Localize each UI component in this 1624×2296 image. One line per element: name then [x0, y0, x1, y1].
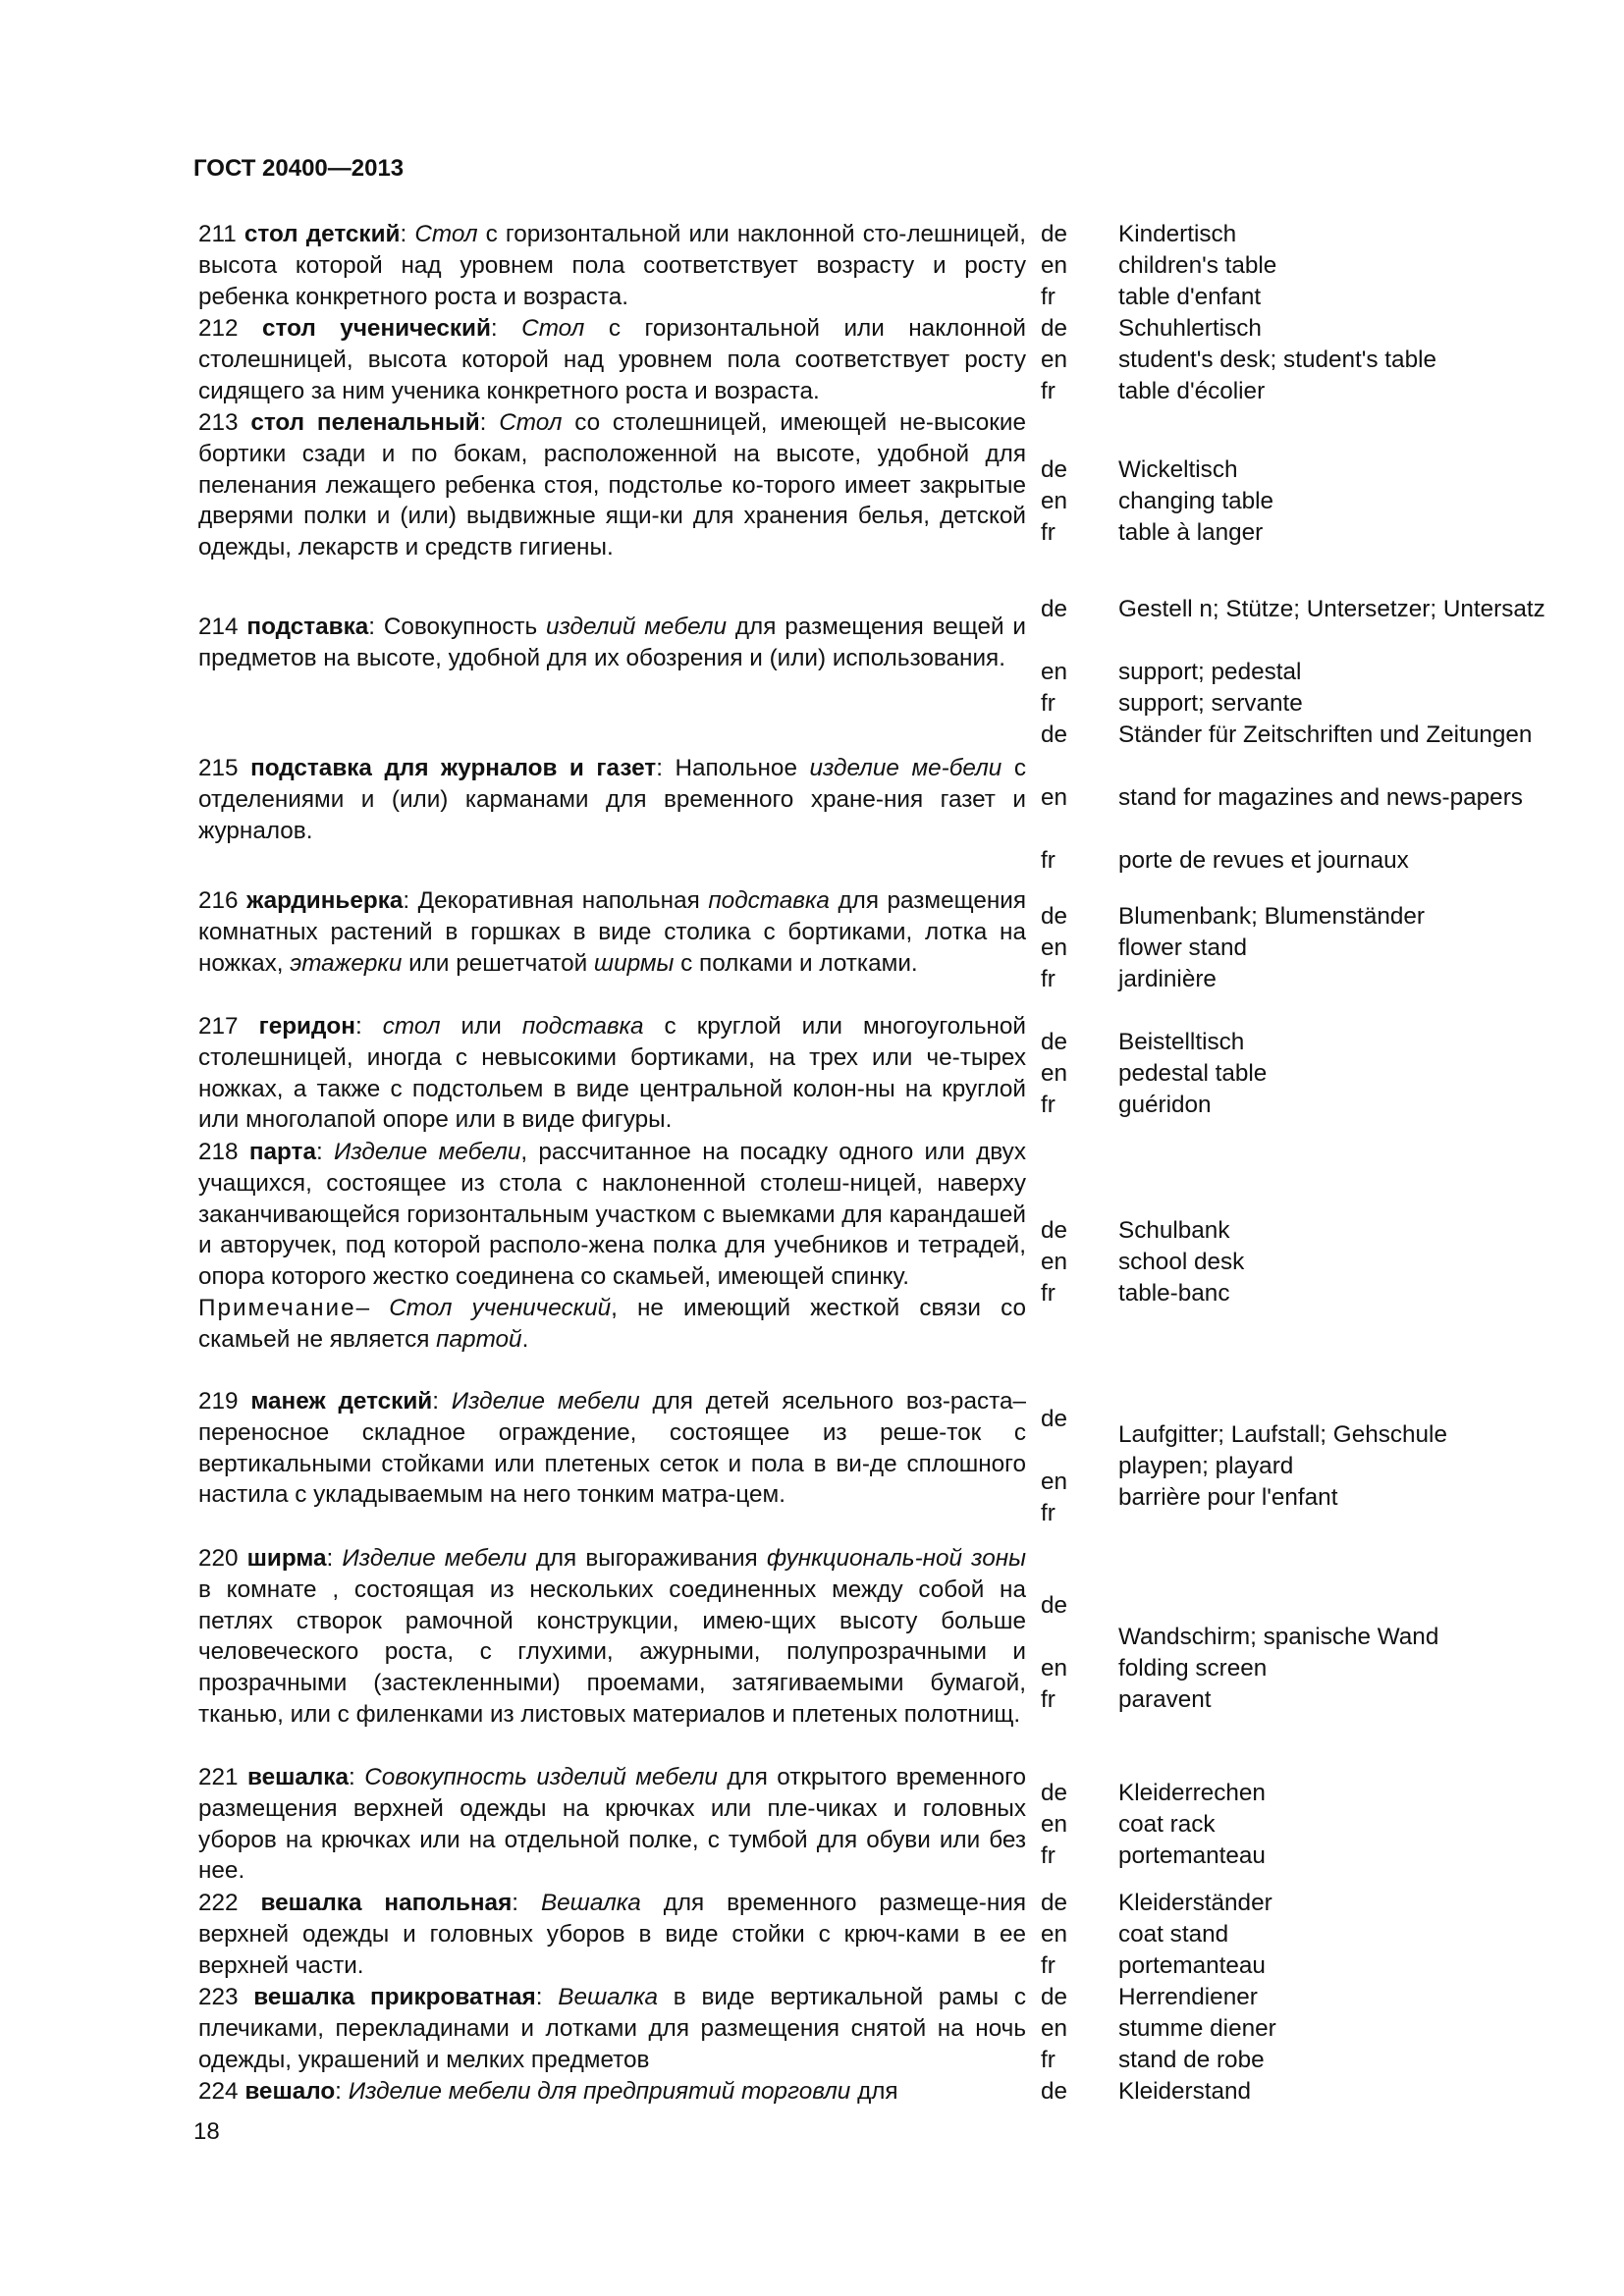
- term-title: подставка для журналов и газет: [250, 755, 657, 781]
- term-title: парта: [248, 1139, 316, 1165]
- lang-code: de: [1041, 1890, 1068, 1916]
- term-title: стол пеленальный: [250, 409, 480, 436]
- lang-code: en: [1041, 1811, 1068, 1838]
- lang-code: fr: [1041, 284, 1056, 310]
- lang-code: fr: [1041, 1500, 1056, 1526]
- lang-code: fr: [1041, 1280, 1056, 1307]
- entry-definition: 221 вешалка: Совокупность изделий мебели для открытого временного размещения верхней одежды на крючках или пле-чиках и головных уборов на крючках или на отдельной полке, с тумбой для обуви или без нее.: [198, 1764, 1026, 1885]
- translation: Beistelltisch: [1118, 1029, 1245, 1055]
- lang-code: fr: [1041, 2047, 1056, 2073]
- lang-code: de: [1041, 456, 1068, 483]
- translation: folding screen: [1118, 1655, 1268, 1682]
- lang-code: de: [1041, 596, 1068, 622]
- lang-code: de: [1041, 1984, 1068, 2010]
- lang-code: en: [1041, 784, 1068, 811]
- lang-code: en: [1041, 1249, 1068, 1275]
- translation: student's desk; student's table: [1118, 347, 1436, 373]
- translation: Laufgitter; Laufstall; Gehschule: [1118, 1421, 1447, 1448]
- lang-code: de: [1041, 221, 1068, 247]
- lang-code: en: [1041, 2015, 1068, 2042]
- lang-code: de: [1041, 1029, 1068, 1055]
- lang-code: de: [1041, 2078, 1068, 2105]
- entry-definition: 218 парта: Изделие мебели, рассчитанное на посадку одного или двух учащихся, состоящее из стола с наклоненной столеш-ницей, наверху заканчивающейся горизонтальным участком с выемками для карандашей и авторучек, под которой располо-жена полка для учебников и тетрадей, опора которого жестко соединена со скамьей, имеющей спинку. Примечание– Стол ученический, не имеющий жесткой связи со скамьей не является партой.: [198, 1139, 1027, 1353]
- lang-code: fr: [1041, 847, 1056, 874]
- lang-code: fr: [1041, 1092, 1056, 1118]
- translation: Gestell n; Stütze; Untersetzer; Untersatz: [1118, 596, 1545, 622]
- translation: coat rack: [1118, 1811, 1216, 1838]
- lang-code: fr: [1041, 1952, 1056, 1979]
- translation: Herrendiener: [1118, 1984, 1258, 2010]
- translation: school desk: [1118, 1249, 1245, 1275]
- translation: playpen; playard: [1118, 1453, 1294, 1479]
- lang-code: en: [1041, 934, 1068, 961]
- translation: table d'écolier: [1118, 378, 1266, 404]
- term-title: стол детский: [244, 221, 401, 247]
- lang-code: en: [1041, 1468, 1068, 1495]
- lang-code: fr: [1041, 690, 1056, 717]
- translation: support; servante: [1118, 690, 1303, 717]
- lang-code: en: [1041, 659, 1068, 685]
- lang-code: fr: [1041, 966, 1056, 992]
- lang-code: en: [1041, 1060, 1068, 1087]
- lang-code: de: [1041, 315, 1068, 342]
- entry-definition: 219 манеж детский: Изделие мебели для детей ясельного воз-раста– переносное складное ограждение, состоящее из реше-ток с вертикальными стойками или плетеных сеток и пола в ви-де сплошного настила с укладываемым на него тонким матра-цем.: [198, 1388, 1026, 1509]
- lang-code: de: [1041, 1592, 1068, 1619]
- translation: guéridon: [1118, 1092, 1212, 1118]
- translation: porte de revues et journaux: [1118, 847, 1409, 874]
- entry-definition: 212 стол ученический: Стол с горизонтальной или наклонной столешницей, высота которой над уровнем пола соответствует росту сидящего за ним ученика конкретного роста и возраста.: [198, 315, 1026, 404]
- translation: children's table: [1118, 252, 1277, 279]
- term-title: вешалка напольная: [260, 1890, 513, 1916]
- entry-definition: 213 стол пеленальный: Стол со столешницей, имеющей не-высокие бортики сзади и по бокам, расположенной на высоте, удобной для пеленания лежащего ребенка стоя, подстолье ко-торого имеет закрытые дверями полки и (или) выдвижные ящи-ки для хранения белья, детской одежды, лекарств и средств гигиены.: [198, 409, 1026, 561]
- lang-code: de: [1041, 1217, 1068, 1244]
- page-number: 18: [193, 2118, 220, 2145]
- term-title: вешалка: [246, 1764, 349, 1790]
- translation: Schulbank: [1118, 1217, 1230, 1244]
- translation: table d'enfant: [1118, 284, 1262, 310]
- translation: support; pedestal: [1118, 659, 1302, 685]
- translation: portemanteau: [1118, 1842, 1266, 1869]
- translation: Wandschirm; spanische Wand: [1118, 1624, 1439, 1650]
- lang-code: fr: [1041, 1686, 1056, 1713]
- term-title: ширма: [246, 1545, 327, 1572]
- entry-definition: 211 стол детский: Стол с горизонтальной или наклонной сто-лешницей, высота которой над уровнем пола соответствует возрасту и росту ребенка конкретного роста и возраста.: [198, 221, 1026, 310]
- translation: stumme diener: [1118, 2015, 1276, 2042]
- term-title: вешало: [244, 2078, 336, 2105]
- term-title: геридон: [258, 1013, 355, 1040]
- entry-definition: 223 вешалка прикроватная: Вешалка в виде вертикальной рамы с плечиками, перекладинами и лотками для размещения снятой на ночь одежды, украшений и мелких предметов: [198, 1984, 1026, 2073]
- translation: pedestal table: [1118, 1060, 1268, 1087]
- lang-code: fr: [1041, 519, 1056, 546]
- lang-code: de: [1041, 1406, 1068, 1432]
- term-title: стол ученический: [262, 315, 491, 342]
- translation: table à langer: [1118, 519, 1264, 546]
- entry-211: [198, 219, 1593, 317]
- translation: Kindertisch: [1118, 221, 1237, 247]
- lang-code: en: [1041, 1655, 1068, 1682]
- lang-code: en: [1041, 347, 1068, 373]
- translation: Kleiderständer: [1118, 1890, 1272, 1916]
- translation: paravent: [1118, 1686, 1212, 1713]
- entry-definition: 217 геридон: стол или подставка с круглой или многоугольной столешницей, иногда с невысокими бортиками, на трех или че-тырех ножках, а также с подстольем в виде центральной колон-ны на круглой или многолапой опоре или в виде фигуры.: [198, 1013, 1026, 1134]
- translation: barrière pour l'enfant: [1118, 1484, 1338, 1511]
- lang-code: en: [1041, 252, 1068, 279]
- translation: stand for magazines and news-papers: [1118, 784, 1523, 811]
- translation: Kleiderstand: [1118, 2078, 1252, 2105]
- lang-code: de: [1041, 1780, 1068, 1806]
- translation: table-banc: [1118, 1280, 1230, 1307]
- entry-definition: 224 вешало: Изделие мебели для предприятий торговли для: [198, 2078, 898, 2105]
- lang-code: de: [1041, 903, 1068, 930]
- term-title: манеж детский: [250, 1388, 433, 1415]
- term-title: жардиньерка: [246, 887, 404, 914]
- entry-definition: 214 подставка: Совокупность изделий мебели для размещения вещей и предметов на высоте, удобной для их обозрения и (или) использования.: [198, 614, 1026, 671]
- term-title: подставка: [246, 614, 369, 640]
- lang-code: fr: [1041, 1842, 1056, 1869]
- translation: coat stand: [1118, 1921, 1229, 1948]
- translation: stand de robe: [1118, 2047, 1265, 2073]
- entry-definition: 216 жардиньерка: Декоративная напольная подставка для размещения комнатных растений в горшках в виде столика с бортиками, лотка на ножках, этажерки или решетчатой ширмы с полками и лотками.: [198, 887, 1026, 977]
- translation: changing table: [1118, 488, 1274, 514]
- translation: jardinière: [1118, 966, 1217, 992]
- entry-definition: 220 ширма: Изделие мебели для выгораживания функциональ-ной зоны в комнате , состоящая из нескольких соединенных между собой на петлях створок рамочной конструкции, имею-щих высоту больше человеческого роста, с глухими, ажурными, полупрозрачными и прозрачными (застекленными) проемами, затягиваемыми бумагой, тканью, или с филенками из листовых материалов и плетеных полотнищ.: [198, 1545, 1026, 1728]
- document-header: ГОСТ 20400—2013: [193, 155, 405, 182]
- lang-code: en: [1041, 1921, 1068, 1948]
- entry-definition: 222 вешалка напольная: Вешалка для временного размеще-ния верхней одежды и головных уборов в виде стойки с крюч-ками в ее верхней части.: [198, 1890, 1026, 1979]
- term-title: вешалка прикроватная: [253, 1984, 536, 2010]
- note-label: Примечание: [198, 1294, 356, 1321]
- lang-code: fr: [1041, 378, 1056, 404]
- translation: portemanteau: [1118, 1952, 1266, 1979]
- translation: Ständer für Zeitschriften und Zeitungen: [1118, 721, 1533, 748]
- translation: Kleiderrechen: [1118, 1780, 1266, 1806]
- translation: Schuhlertisch: [1118, 315, 1262, 342]
- lang-code: en: [1041, 488, 1068, 514]
- translation: Wickeltisch: [1118, 456, 1238, 483]
- translation: flower stand: [1118, 934, 1247, 961]
- lang-code: de: [1041, 721, 1068, 748]
- entry-definition: 215 подставка для журналов и газет: Напольное изделие ме-бели с отделениями и (или) карманами для временного хране-ния газет и журналов.: [198, 755, 1026, 844]
- translation: Blumenbank; Blumenständer: [1118, 903, 1425, 930]
